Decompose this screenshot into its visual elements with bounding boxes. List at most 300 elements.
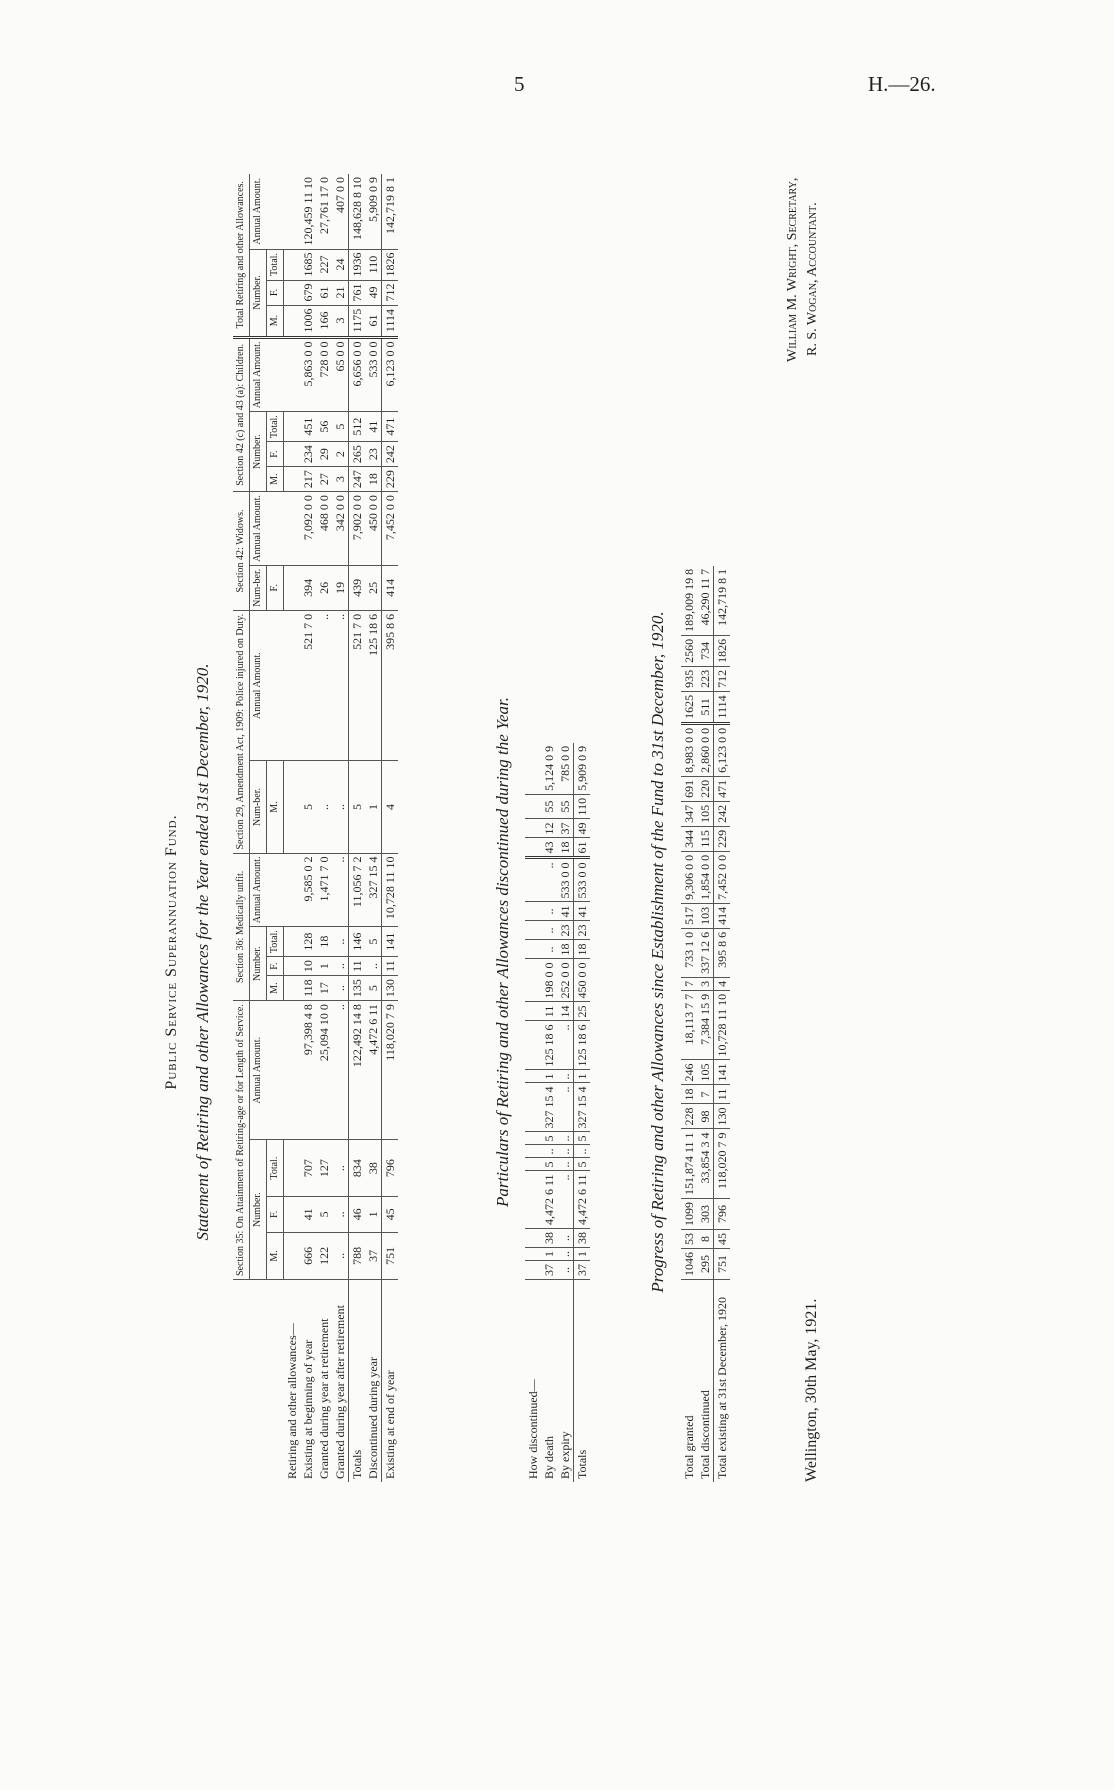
table-cell: 3 xyxy=(332,467,349,492)
table-cell: 9,585 0 2 xyxy=(300,853,316,927)
col-section-35: Section 35: On Attainment of Retiring-age or for Length of Service. xyxy=(233,1001,250,1280)
table-cell: 4,472 6 11 xyxy=(541,1171,557,1229)
annual-header: Annual Amount. xyxy=(250,853,284,927)
table-cell xyxy=(525,743,541,795)
m-header: M. xyxy=(267,761,284,853)
table-cell: 10,728 11 10 xyxy=(714,990,731,1060)
table-cell: 3 xyxy=(697,977,714,990)
table-cell: 24 xyxy=(332,249,349,280)
table-cell: 38 xyxy=(541,1229,557,1248)
table-cell: 5,909 0 9 xyxy=(365,174,382,249)
table-cell: 130 xyxy=(381,976,398,1001)
table-cell: 337 12 6 xyxy=(697,928,714,977)
table-cell: 4,472 6 11 xyxy=(574,1171,591,1229)
table-cell: 227 xyxy=(316,249,332,280)
table-cell: 37 xyxy=(541,1261,557,1280)
table-cell: 11 xyxy=(348,957,365,976)
table-cell: 29 xyxy=(316,442,332,467)
table-cell: 246 xyxy=(681,1060,697,1085)
rotated-sheet xyxy=(163,112,943,1482)
table-cell: 521 7 0 xyxy=(300,610,316,761)
table-cell: 252 0 0 xyxy=(557,959,574,1002)
table-cell: 1936 xyxy=(348,249,365,280)
table-cell xyxy=(284,957,300,976)
table-cell: 17 xyxy=(316,976,332,1001)
f-header: F. xyxy=(267,565,284,610)
table-cell: 234 xyxy=(300,442,316,467)
table-cell xyxy=(284,610,300,761)
table-cell: 796 xyxy=(381,1140,398,1197)
table-cell: 118,020 7 9 xyxy=(381,1001,398,1140)
table-cell: 11,056 7 2 xyxy=(348,853,365,927)
table-cell: 734 xyxy=(697,635,714,666)
table-cell xyxy=(525,959,541,1002)
table-cell: 451 xyxy=(300,412,316,442)
progress-body xyxy=(681,566,730,1482)
table-cell: .. xyxy=(541,940,557,959)
m-header: M. xyxy=(267,1232,284,1279)
table-cell: 327 15 4 xyxy=(541,1083,557,1132)
table-cell: 25,094 10 0 xyxy=(316,1001,332,1140)
table-cell: .. xyxy=(557,1248,574,1261)
table-cell: 105 xyxy=(697,801,714,826)
table-cell: 18 xyxy=(681,1085,697,1104)
table-cell: 55 xyxy=(541,794,557,819)
table-cell: .. xyxy=(332,610,349,761)
table-cell: 1 xyxy=(541,1248,557,1261)
f-header: F. xyxy=(267,1196,284,1232)
table-cell: 8 xyxy=(697,1230,714,1249)
table-cell: 471 xyxy=(714,776,731,801)
table-cell: 4 xyxy=(381,761,398,853)
table-cell: 189,009 19 8 xyxy=(681,566,697,636)
table-cell: 414 xyxy=(714,903,731,928)
table-cell: 3 xyxy=(332,305,349,337)
particulars-title: Particulars of Retiring and other Allowances discontinued during the Year. xyxy=(493,697,512,1207)
table-cell: .. xyxy=(332,927,349,957)
table-cell: 217 xyxy=(300,467,316,492)
table-cell: .. xyxy=(557,1261,574,1280)
table-cell: .. xyxy=(557,1083,574,1132)
table-cell: 761 xyxy=(348,280,365,305)
table-cell: 935 xyxy=(681,666,697,691)
statement-title: Statement of Retiring and other Allowances for the Year ended 31st December, 1920. xyxy=(193,663,212,1241)
table-cell: 712 xyxy=(381,280,398,305)
table-cell: .. xyxy=(332,957,349,976)
table-cell: 1099 xyxy=(681,1199,697,1230)
table-cell xyxy=(284,492,300,566)
table-row xyxy=(316,174,332,1482)
annual-header: Annual Amount. xyxy=(250,610,284,761)
table-cell: 37 xyxy=(574,1261,591,1280)
table-cell: 511 xyxy=(697,691,714,723)
table-cell: .. xyxy=(557,1145,574,1158)
table-cell: 45 xyxy=(381,1196,398,1232)
table-cell: 142,719 8 1 xyxy=(714,566,731,636)
table-cell: 18 xyxy=(316,927,332,957)
table-cell: 18 xyxy=(574,940,591,959)
number-header: Number. xyxy=(250,249,267,337)
table-cell xyxy=(525,838,541,858)
table-cell: 11 xyxy=(714,1085,731,1104)
table-cell: 395 8 6 xyxy=(714,928,731,977)
table-cell: 115 xyxy=(697,826,714,851)
table-cell: 18,113 7 7 xyxy=(681,990,697,1060)
f-header: F. xyxy=(267,957,284,976)
progress-table xyxy=(681,566,730,1482)
table-cell: .. xyxy=(332,1232,349,1279)
table-cell: 7,902 0 0 xyxy=(348,492,365,566)
table-cell: 666 xyxy=(300,1232,316,1279)
annual-header: Annual Amount. xyxy=(250,337,284,412)
table-cell: 23 xyxy=(574,921,591,940)
table-cell: 342 0 0 xyxy=(332,492,349,566)
table-cell xyxy=(525,1021,541,1070)
table-cell xyxy=(284,280,300,305)
table-cell: 14 xyxy=(557,1002,574,1021)
table-cell xyxy=(284,761,300,853)
table-cell xyxy=(525,1002,541,1021)
col-section-29: Section 29, Amendment Act, 1909: Police injured on Duty. xyxy=(233,610,250,853)
table-cell: 1114 xyxy=(381,305,398,337)
table-cell: 4 xyxy=(714,977,731,990)
table-cell: 223 xyxy=(697,666,714,691)
table-cell: .. xyxy=(332,976,349,1001)
table-cell: 26 xyxy=(316,565,332,610)
table-cell: 414 xyxy=(381,565,398,610)
table-cell xyxy=(525,1158,541,1171)
table-cell: .. xyxy=(316,761,332,853)
table-cell: 303 xyxy=(697,1199,714,1230)
table-cell: 125 18 6 xyxy=(365,610,382,761)
table-cell: 5 xyxy=(574,1158,591,1171)
table-cell xyxy=(284,442,300,467)
document-reference: H.—26. xyxy=(868,72,936,96)
table-cell: 141 xyxy=(381,927,398,957)
table-cell: 229 xyxy=(381,467,398,492)
table-cell: 11 xyxy=(381,957,398,976)
table-cell: 151,874 11 1 xyxy=(681,1129,697,1199)
table-cell: 127 xyxy=(316,1140,332,1197)
table-cell: 344 xyxy=(681,826,697,851)
table-cell xyxy=(525,1261,541,1280)
table-cell: .. xyxy=(316,610,332,761)
number-header: Number. xyxy=(250,927,267,1001)
table-cell: 247 xyxy=(348,467,365,492)
total-header: Total. xyxy=(267,1140,284,1197)
table-cell: 785 0 0 xyxy=(557,743,574,795)
table-cell: 5,863 0 0 xyxy=(300,337,316,412)
table-row xyxy=(574,743,591,1482)
row-label: Retiring and other allowances— xyxy=(284,1323,299,1479)
col-section-42c: Section 42 (c) and 43 (a): Children. xyxy=(233,337,250,492)
table-cell: 33,854 3 4 xyxy=(697,1129,714,1199)
table-cell: 37 xyxy=(557,819,574,838)
table-cell: .. xyxy=(557,1021,574,1070)
table-cell: 1826 xyxy=(714,635,731,666)
table-cell: 394 xyxy=(300,565,316,610)
table-cell: 148,628 8 10 xyxy=(348,174,365,249)
table-cell: .. xyxy=(332,1140,349,1197)
table-cell: 43 xyxy=(541,838,557,858)
table-cell: 1 xyxy=(316,957,332,976)
table-cell: 533 0 0 xyxy=(574,858,591,902)
table-cell: 10,728 11 10 xyxy=(381,853,398,927)
table-cell: 25 xyxy=(574,1002,591,1021)
table-cell xyxy=(525,794,541,819)
table-cell: 110 xyxy=(365,249,382,280)
table-cell: 1 xyxy=(541,1070,557,1083)
table-cell: 327 15 4 xyxy=(574,1083,591,1132)
table-cell xyxy=(284,1140,300,1197)
table-cell: 142,719 8 1 xyxy=(381,174,398,249)
table-cell xyxy=(284,565,300,610)
table-cell: 61 xyxy=(316,280,332,305)
table-cell: 295 xyxy=(697,1249,714,1280)
table-cell: 242 xyxy=(381,442,398,467)
table-cell: 19 xyxy=(332,565,349,610)
table-cell xyxy=(284,927,300,957)
table-cell: .. xyxy=(541,902,557,921)
number-header: Number. xyxy=(250,412,267,492)
table-cell: 12 xyxy=(541,819,557,838)
table-cell: 41 xyxy=(574,902,591,921)
table-cell: 5,124 0 9 xyxy=(541,743,557,795)
total-header: Total. xyxy=(267,249,284,280)
table-cell xyxy=(284,337,300,412)
table-cell: 751 xyxy=(381,1232,398,1279)
table-cell: 691 xyxy=(681,776,697,801)
date-line: Wellington, 30th May, 1921. xyxy=(803,1298,820,1482)
table-cell: 23 xyxy=(365,442,382,467)
table-cell: 38 xyxy=(365,1140,382,1197)
row-label: Granted during year at retirement xyxy=(316,1318,331,1479)
number-header: Number. xyxy=(250,1140,267,1280)
table-cell: 5 xyxy=(541,1158,557,1171)
table-cell: 118 xyxy=(300,976,316,1001)
table-cell: 11 xyxy=(541,1002,557,1021)
table-cell: 4,472 6 11 xyxy=(365,1001,382,1140)
table-cell xyxy=(525,1229,541,1248)
table-cell: 135 xyxy=(348,976,365,1001)
table-cell: 1006 xyxy=(300,305,316,337)
table-cell: 125 18 6 xyxy=(574,1021,591,1070)
table-cell: 521 7 0 xyxy=(348,610,365,761)
table-cell: 468 0 0 xyxy=(316,492,332,566)
table-cell: 9,306 0 0 xyxy=(681,851,697,903)
table-cell: 5 xyxy=(365,976,382,1001)
page-number: 5 xyxy=(514,72,525,96)
row-label: Discontinued during year xyxy=(365,1357,380,1479)
table-row xyxy=(541,743,557,1482)
table-cell: 228 xyxy=(681,1104,697,1129)
row-label: By death xyxy=(542,1436,556,1479)
table-cell: 5 xyxy=(316,1196,332,1232)
table-cell: 2,860 0 0 xyxy=(697,723,714,776)
table-cell: 1 xyxy=(365,1196,382,1232)
table-cell: 1625 xyxy=(681,691,697,723)
signature-secretary: William M. Wright, Secretary, xyxy=(785,177,800,362)
col-total: Total Retiring and other Allowances. xyxy=(233,174,250,337)
table-cell: 834 xyxy=(348,1140,365,1197)
table-cell: 1685 xyxy=(300,249,316,280)
table-cell xyxy=(284,412,300,442)
table-cell: .. xyxy=(541,1145,557,1158)
table-cell: 27,761 17 0 xyxy=(316,174,332,249)
table-cell: 18 xyxy=(557,940,574,959)
col-section-42: Section 42: Widows. xyxy=(233,492,250,611)
table-cell: 61 xyxy=(365,305,382,337)
table-cell: 6,123 0 0 xyxy=(714,723,731,776)
table-cell: 439 xyxy=(348,565,365,610)
table-cell: 198 0 0 xyxy=(541,959,557,1002)
annual-header: Annual Amount. xyxy=(250,1001,284,1140)
table-cell: 533 0 0 xyxy=(557,858,574,902)
table-cell: 97,398 4 8 xyxy=(300,1001,316,1140)
table-row xyxy=(557,743,574,1482)
table-cell: 25 xyxy=(365,565,382,610)
table-cell: 1826 xyxy=(381,249,398,280)
m-header: M. xyxy=(267,305,284,337)
table-cell: 49 xyxy=(574,819,591,838)
table-cell: .. xyxy=(557,1171,574,1229)
table-cell: 2 xyxy=(332,442,349,467)
table-cell: 512 xyxy=(348,412,365,442)
table-cell: 220 xyxy=(697,776,714,801)
table-cell: 712 xyxy=(714,666,731,691)
signature-block xyxy=(783,178,823,362)
table-cell: 751 xyxy=(714,1249,731,1280)
table-cell: 533 0 0 xyxy=(365,337,382,412)
table-cell: 229 xyxy=(714,826,731,851)
table-row xyxy=(365,174,382,1482)
row-label: Totals xyxy=(574,1280,591,1483)
table-cell: 1114 xyxy=(714,691,731,723)
table-cell: 5 xyxy=(300,761,316,853)
table-cell xyxy=(525,902,541,921)
table-cell: .. xyxy=(365,957,382,976)
total-header: Total. xyxy=(267,412,284,442)
total-header: Total. xyxy=(267,927,284,957)
signature-accountant: R. S. Wogan, Accountant. xyxy=(805,202,820,356)
table-cell: 1,854 0 0 xyxy=(697,851,714,903)
table-cell: 7 xyxy=(697,1085,714,1104)
table-cell: 105 xyxy=(697,1060,714,1085)
particulars-table xyxy=(525,743,590,1482)
table-cell xyxy=(284,1232,300,1279)
table-cell: 679 xyxy=(300,280,316,305)
row-label: Granted during year after retirement xyxy=(332,1305,347,1479)
table-cell: 41 xyxy=(300,1196,316,1232)
table-cell: 45 xyxy=(714,1230,731,1249)
table-cell: 450 0 0 xyxy=(574,959,591,1002)
table-cell: 130 xyxy=(714,1104,731,1129)
table-cell: 2560 xyxy=(681,635,697,666)
table-row xyxy=(525,743,541,1482)
table-cell: 347 xyxy=(681,801,697,826)
table-cell: 65 0 0 xyxy=(332,337,349,412)
table-cell xyxy=(284,1001,300,1140)
table-cell: .. xyxy=(574,1145,591,1158)
table-cell: 265 xyxy=(348,442,365,467)
table-cell: 141 xyxy=(714,1060,731,1085)
table-cell: 27 xyxy=(316,467,332,492)
table-cell: 23 xyxy=(557,921,574,940)
table-cell: 5 xyxy=(348,761,365,853)
table-cell: 7,452 0 0 xyxy=(381,492,398,566)
table-cell: 796 xyxy=(714,1199,731,1230)
table-cell: .. xyxy=(332,761,349,853)
table-cell: 18 xyxy=(365,467,382,492)
table-cell xyxy=(525,1248,541,1261)
table-cell: 53 xyxy=(681,1230,697,1249)
row-label: Existing at beginning of year xyxy=(300,1339,315,1479)
num-ber-header: Num-ber. xyxy=(250,565,267,610)
table-cell: 242 xyxy=(714,801,731,826)
table-cell: 8,983 0 0 xyxy=(681,723,697,776)
row-label: Total discontinued xyxy=(698,1390,712,1479)
table-cell: 6,656 0 0 xyxy=(348,337,365,412)
f-header: F. xyxy=(267,442,284,467)
table-row xyxy=(714,566,731,1482)
table-row xyxy=(332,174,349,1482)
table-row xyxy=(381,174,398,1482)
table-cell: 5 xyxy=(574,1132,591,1145)
table-cell: 6,123 0 0 xyxy=(381,337,398,412)
m-header: M. xyxy=(267,467,284,492)
annual-header: Annual Amount. xyxy=(250,492,284,566)
table-cell: 5 xyxy=(332,412,349,442)
table-row xyxy=(300,174,316,1482)
table-cell: 118,020 7 9 xyxy=(714,1129,731,1199)
table-cell xyxy=(525,921,541,940)
row-label: Total granted xyxy=(682,1415,696,1479)
table-cell: 18 xyxy=(557,838,574,858)
table-cell xyxy=(525,819,541,838)
table-row xyxy=(284,174,300,1482)
table-cell: 110 xyxy=(574,794,591,819)
table-cell xyxy=(284,249,300,280)
table-cell: 7,384 15 9 xyxy=(697,990,714,1060)
table-cell: 707 xyxy=(300,1140,316,1197)
table-cell: 1046 xyxy=(681,1249,697,1280)
table-cell: 37 xyxy=(365,1232,382,1279)
table-cell xyxy=(284,976,300,1001)
table-cell: 41 xyxy=(365,412,382,442)
table-cell: .. xyxy=(557,1070,574,1083)
table-cell: 146 xyxy=(348,927,365,957)
table-cell: 7,452 0 0 xyxy=(714,851,731,903)
table-cell xyxy=(525,940,541,959)
table-row xyxy=(681,566,697,1482)
table-row xyxy=(697,566,714,1482)
row-label: Total existing at 31st December, 1920 xyxy=(714,1280,731,1483)
table-cell: 7,092 0 0 xyxy=(300,492,316,566)
table-cell xyxy=(284,853,300,927)
m-header: M. xyxy=(267,976,284,1001)
table-cell: .. xyxy=(541,921,557,940)
table-cell: 1 xyxy=(365,761,382,853)
statement-body xyxy=(284,174,398,1482)
table-cell: .. xyxy=(557,1158,574,1171)
table-cell: 103 xyxy=(697,903,714,928)
table-row xyxy=(348,174,365,1482)
table-cell: 5 xyxy=(541,1132,557,1145)
table-cell: 7 xyxy=(681,977,697,990)
table-cell: 733 1 0 xyxy=(681,928,697,977)
table-cell xyxy=(284,305,300,337)
particulars-body xyxy=(525,743,590,1482)
